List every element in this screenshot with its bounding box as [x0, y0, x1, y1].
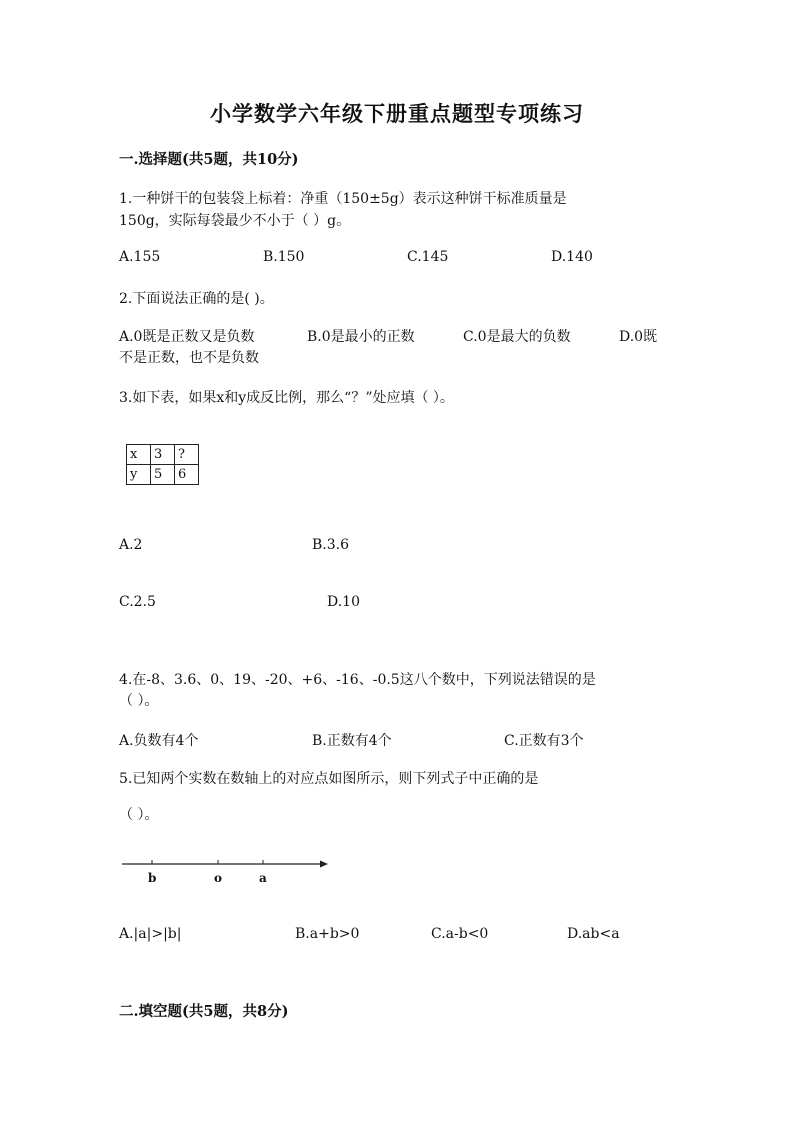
question-1-line-1: 1.一种饼干的包装袋上标着：净重（150±5g）表示这种饼干标准质量是: [119, 191, 567, 207]
table-row: [127, 465, 199, 485]
question-1-line-2: 150g，实际每袋最少不小于（ ）g。: [119, 213, 351, 229]
section-heading-fill-blank: 二.填空题(共5题，共8分): [119, 1003, 289, 1020]
xy-table: [126, 444, 199, 485]
table-cell: y: [127, 465, 151, 485]
table-cell: 3: [151, 445, 175, 465]
q2-option-d-continued: 不是正数，也不是负数: [119, 350, 259, 366]
q4-option-a: A.负数有4个: [119, 733, 199, 749]
question-2-text: 2.下面说法正确的是( )。: [119, 291, 274, 307]
q2-option-d: D.0既: [619, 329, 658, 345]
number-line-figure: [118, 852, 338, 888]
section-heading-choice: 一.选择题(共5题，共10分): [119, 151, 299, 168]
question-4-line-1: 4.在-8、3.6、0、19、-20、+6、-16、-0.5这八个数中，下列说法错误的是: [119, 672, 596, 688]
q3-option-b: B.3.6: [312, 537, 350, 553]
table-cell: x: [127, 445, 151, 465]
table-cell: 5: [151, 465, 175, 485]
q2-option-c: C.0是最大的负数: [463, 329, 571, 345]
table-cell: ?: [175, 445, 199, 465]
q1-option-d: D.140: [551, 249, 593, 265]
question-4-line-2: （ ）。: [119, 693, 159, 709]
q2-option-a: A.0既是正数又是负数: [119, 329, 255, 345]
table-row: [127, 445, 199, 465]
question-5-line-1: 5.已知两个实数在数轴上的对应点如图所示，则下列式子中正确的是: [119, 771, 539, 787]
q1-option-a: A.155: [119, 249, 161, 265]
question-3-text: 3.如下表，如果x和y成反比例，那么“？”处应填（ ）。: [119, 390, 454, 406]
q5-option-a: A.|a|>|b|: [119, 926, 182, 942]
q5-option-d: D.ab<a: [567, 926, 620, 942]
page-title: 小学数学六年级下册重点题型专项练习: [210, 101, 584, 126]
q3-option-a: A.2: [119, 537, 143, 553]
axis-label-a: a: [259, 871, 267, 885]
q5-option-c: C.a-b<0: [431, 926, 489, 942]
q3-option-c: C.2.5: [119, 594, 156, 610]
q5-option-b: B.a+b>0: [295, 926, 360, 942]
q1-option-b: B.150: [263, 249, 305, 265]
arrow-head-icon: [320, 861, 328, 868]
q3-option-d: D.10: [327, 594, 360, 610]
axis-label-o: o: [214, 871, 223, 885]
axis-label-b: b: [148, 871, 157, 885]
q4-option-b: B.正数有4个: [312, 733, 392, 749]
q1-option-c: C.145: [407, 249, 449, 265]
q2-option-b: B.0是最小的正数: [307, 329, 415, 345]
q4-option-c: C.正数有3个: [504, 733, 584, 749]
table-cell: 6: [175, 465, 199, 485]
question-5-line-2: （ ）。: [119, 807, 159, 823]
